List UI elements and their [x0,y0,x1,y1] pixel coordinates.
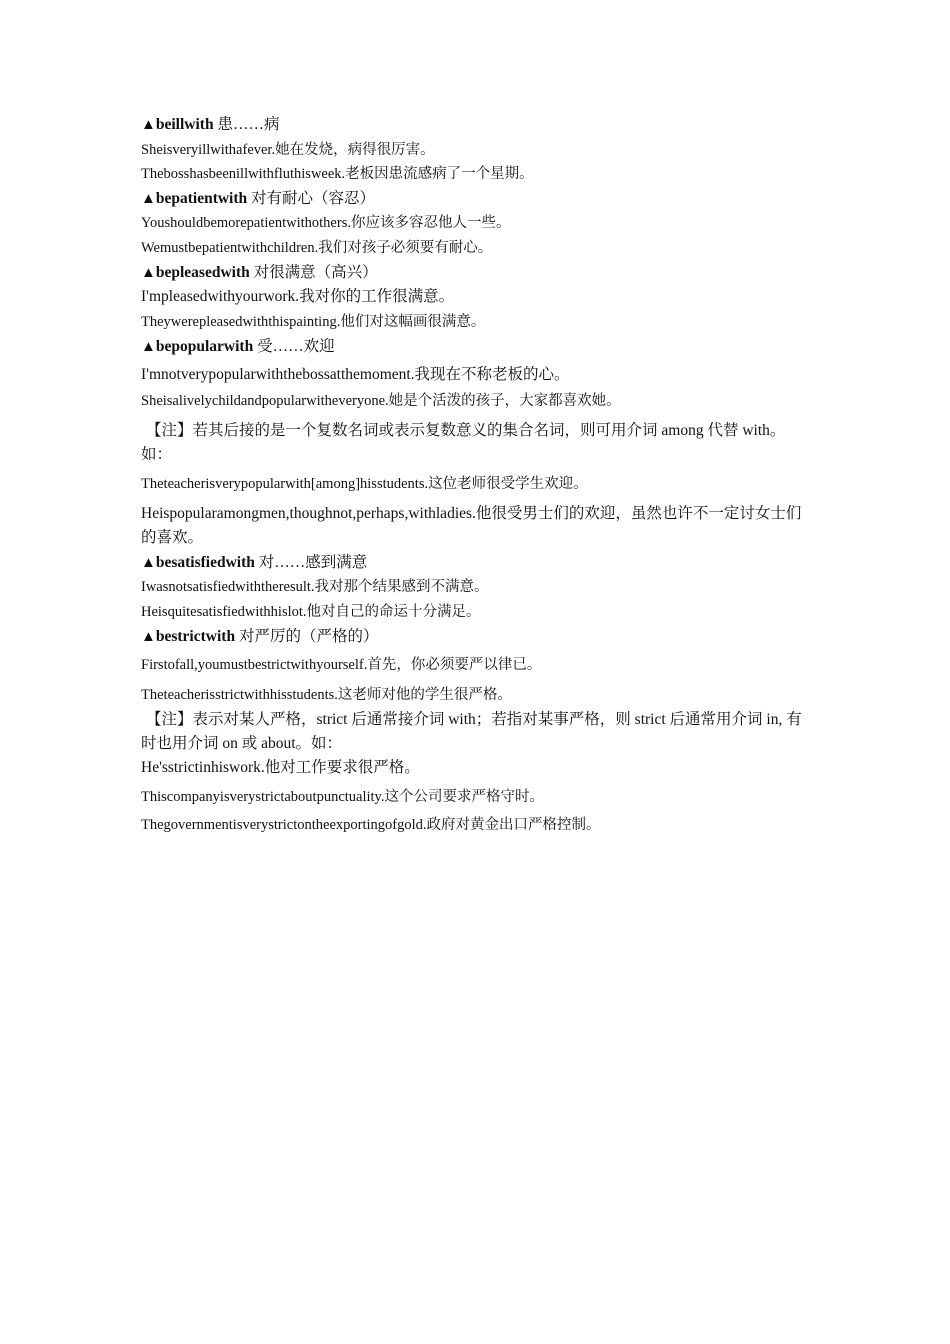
entry-meaning: 对有耐心（容忍） [251,190,376,207]
example-sentence: Theywerepleasedwiththispainting.他们对这幅画很满意。 [141,314,486,330]
entry-meaning: 患……病 [217,116,280,133]
entry-term: bepatientwith [155,190,248,207]
entry-term: bestrictwith [155,628,236,645]
entry-heading [141,336,811,358]
example-sentence: Heisquitesatisfiedwithhislot.他对自己的命运十分满足。 [141,604,481,620]
triangle-bullet-icon: ▲ [141,117,156,133]
entry-heading [141,188,811,210]
triangle-bullet-icon: ▲ [141,339,156,355]
triangle-bullet-icon: ▲ [141,629,156,645]
entry-heading [141,262,811,284]
example-sentence: Sheisveryillwithafever.她在发烧，病得很厉害。 [141,142,435,158]
example-sentence: I'mpleasedwithyourwork.我对你的工作很满意。 [141,288,455,305]
example-sentence: Thiscompanyisverystrictaboutpunctuality.这个公司要求严格守时。 [141,789,544,805]
example-sentence: Wemustbepatientwithchildren.我们对孩子必须要有耐心。 [141,240,493,256]
usage-note: 【注】若其后接的是一个复数名词或表示复数意义的集合名词，则可用介词 among 代替 with。如： [141,422,786,463]
example-sentence: Theteacherisverypopularwith[among]hisstudents.这位老师很受学生欢迎。 [141,476,588,492]
entry-meaning: 对……感到满意 [258,554,368,571]
usage-note: 【注】表示对某人严格，strict 后通常接介词 with；若指对某事严格，则 strict 后通常用介词 in, 有时也用介词 on 或 about。如： [141,711,802,752]
entry-meaning: 对严厉的（严格的） [238,628,379,645]
entry-meaning: 受……欢迎 [257,338,335,355]
entry-meaning: 对很满意（高兴） [253,264,378,281]
example-sentence: I'mnotverypopularwiththebossatthemoment.我现在不称老板的心。 [141,366,570,383]
example-sentence: He'sstrictinhiswork.他对工作要求很严格。 [141,759,420,776]
example-sentence: Firstofall,youmustbestrictwithyourself.首先，你必须要严以律已。 [141,657,542,673]
entry-term: beillwith [155,116,214,133]
example-sentence: Thegovernmentisverystrictontheexportingofgold.政府对黄金出口严格控制。 [141,817,601,833]
example-sentence: Thebosshasbeenillwithfluthisweek.老板因患流感病了一个星期。 [141,166,534,182]
example-sentence: Iwasnotsatisfiedwiththeresult.我对那个结果感到不满意。 [141,579,489,595]
entry-heading [141,626,811,648]
entry-heading [141,114,811,136]
entry-term: besatisfiedwith [155,554,255,571]
entry-term: bepleasedwith [155,264,250,281]
triangle-bullet-icon: ▲ [141,265,156,281]
triangle-bullet-icon: ▲ [141,191,156,207]
entry-term: bepopularwith [155,338,254,355]
entry-heading [141,552,811,574]
triangle-bullet-icon: ▲ [141,555,156,571]
example-sentence: Theteacherisstrictwithhisstudents.这老师对他的学生很严格。 [141,687,512,703]
example-sentence: Heispopularamongmen,thoughnot,perhaps,withladies.他很受男士们的欢迎，虽然也许不一定讨女士们的喜欢。 [141,505,802,546]
example-sentence: Sheisalivelychildandpopularwitheveryone.她是个活泼的孩子，大家都喜欢她。 [141,393,621,409]
example-sentence: Youshouldbemorepatientwithothers.你应该多容忍他人一些。 [141,215,511,231]
